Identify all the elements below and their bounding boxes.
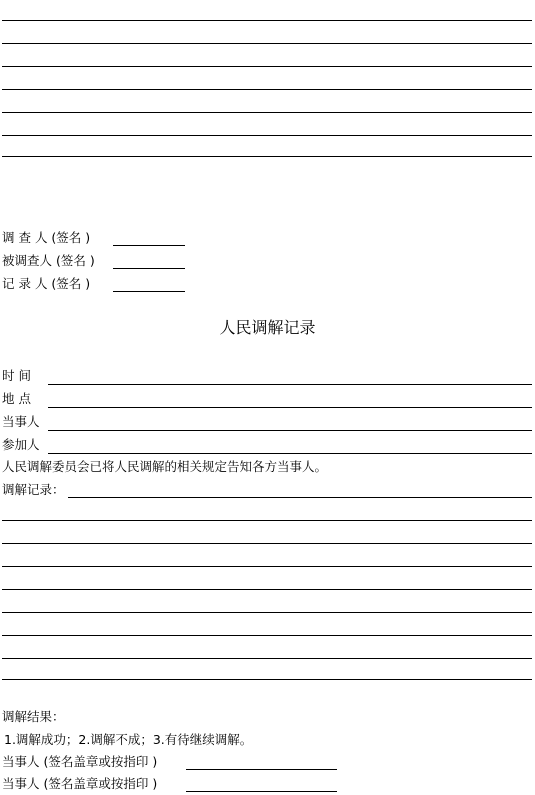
signature-blank[interactable] xyxy=(113,291,185,292)
record-line[interactable] xyxy=(2,566,532,567)
field-label: 地 点 xyxy=(2,391,31,406)
signature-blank[interactable] xyxy=(186,791,337,792)
result-options: 1.调解成功；2.调解不成；3.有待继续调解。 xyxy=(4,732,253,747)
signature-label: 调 查 人 (签名 ) xyxy=(2,230,91,245)
signature-label: 记 录 人 (签名 ) xyxy=(2,276,91,291)
ruled-line xyxy=(2,66,532,67)
document-title: 人民调解记录 xyxy=(219,318,316,337)
signature-label: 被调查人 (签名 ) xyxy=(2,253,95,268)
signature-blank[interactable] xyxy=(113,268,185,269)
record-line[interactable] xyxy=(2,635,532,636)
ruled-line xyxy=(2,89,532,90)
record-line[interactable] xyxy=(2,658,532,659)
field-blank[interactable] xyxy=(48,453,532,454)
signature-label: 当事人 (签名盖章或按指印 ) xyxy=(2,754,158,769)
field-blank[interactable] xyxy=(48,384,532,385)
field-blank[interactable] xyxy=(48,430,532,431)
field-label: 时 间 xyxy=(2,368,31,383)
record-line[interactable] xyxy=(2,520,532,521)
notice-text: 人民调解委员会已将人民调解的相关规定告知各方当事人。 xyxy=(2,459,328,474)
record-label: 调解记录： xyxy=(2,482,65,497)
ruled-line xyxy=(2,156,532,157)
record-line[interactable] xyxy=(2,679,532,680)
signature-label: 当事人 (签名盖章或按指印 ) xyxy=(2,776,158,791)
ruled-line xyxy=(2,43,532,44)
ruled-line xyxy=(2,135,532,136)
result-label: 调解结果： xyxy=(2,709,65,724)
field-blank[interactable] xyxy=(48,407,532,408)
record-line[interactable] xyxy=(2,612,532,613)
ruled-line xyxy=(2,20,532,21)
signature-blank[interactable] xyxy=(186,769,337,770)
record-line[interactable] xyxy=(2,589,532,590)
field-label: 参加人 xyxy=(2,437,40,452)
record-first-line[interactable] xyxy=(68,497,532,498)
record-line[interactable] xyxy=(2,543,532,544)
field-label: 当事人 xyxy=(2,414,40,429)
ruled-line xyxy=(2,112,532,113)
signature-blank[interactable] xyxy=(113,245,185,246)
